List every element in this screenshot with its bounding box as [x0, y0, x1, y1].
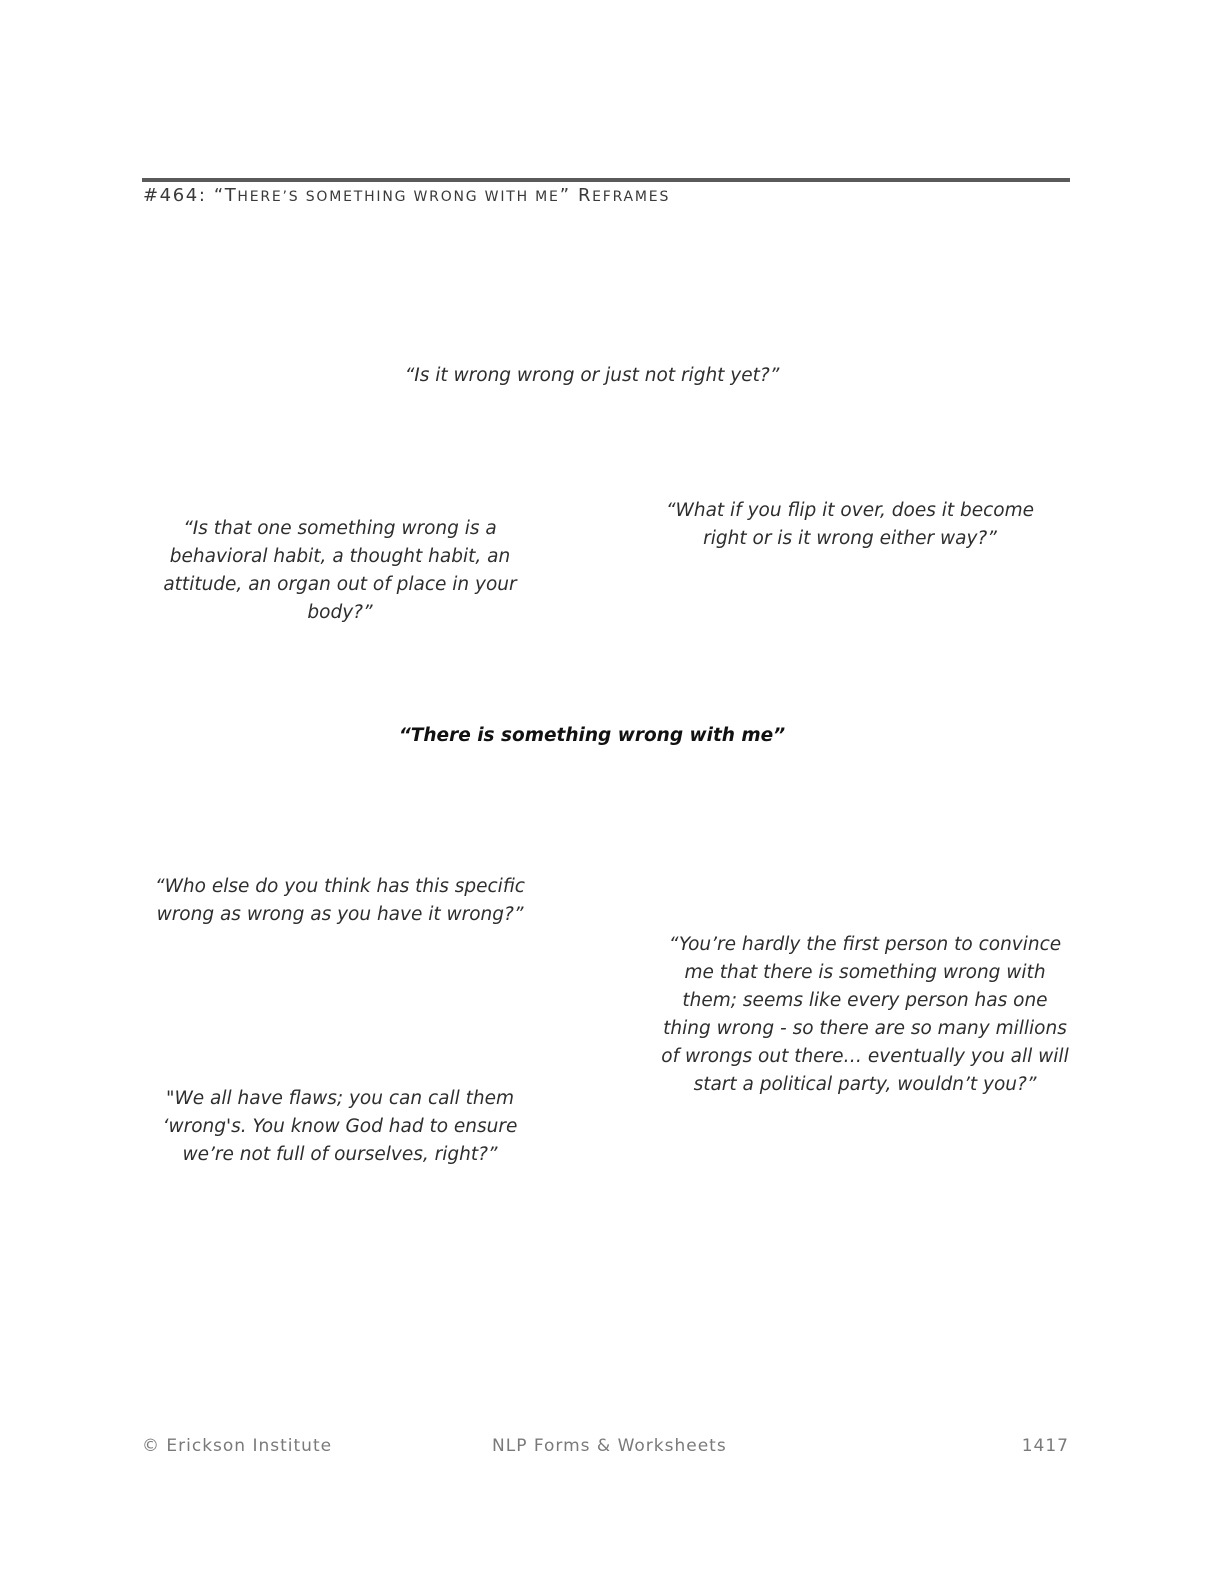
- core-statement: “There is something wrong with me”: [398, 725, 786, 746]
- title-close-quote: ”: [559, 185, 578, 206]
- reframe-top-center: “Is it wrong wrong or just not right yet?”: [404, 365, 780, 386]
- footer-book-title: NLP Forms & Worksheets: [492, 1436, 727, 1456]
- reframe-left-3: "We all have flaws; you can call them ‘wrong's. You know God had to ensure we’re not full of ourselves, right?”: [162, 1088, 518, 1165]
- title-smallcaps: HERE’S SOMETHING WRONG WITH ME: [237, 189, 560, 205]
- reframe-left-2: “Who else do you think has this specific wrong as wrong as you have it wrong?”: [155, 876, 525, 925]
- reframe-right-2: “You’re hardly the first person to convince me that there is something wrong with them; seems like every person has one thing wrong - so there are so many millions of wrongs out there… eventually you all will start a political party, wouldn’t you?”: [661, 934, 1069, 1095]
- title-first-letter: T: [224, 185, 238, 206]
- page-title: [143, 185, 670, 206]
- title-open-quote: “: [206, 185, 225, 206]
- header-rule: [142, 178, 1070, 182]
- footer-copyright: © Erickson Institute: [142, 1436, 333, 1456]
- footer-page-number: 1417: [1021, 1436, 1069, 1456]
- reframe-left-1: “Is that one something wrong is a behavioral habit, a thought habit, an attitude, an organ out of place in your body?”: [163, 518, 517, 623]
- title-suffix-first-letter: R: [577, 185, 593, 206]
- title-suffix-rest: EFRAMES: [592, 189, 671, 205]
- title-number: #464:: [143, 185, 207, 206]
- reframe-right-1: “What if you flip it over, does it become right or is it wrong either way?”: [665, 500, 1035, 549]
